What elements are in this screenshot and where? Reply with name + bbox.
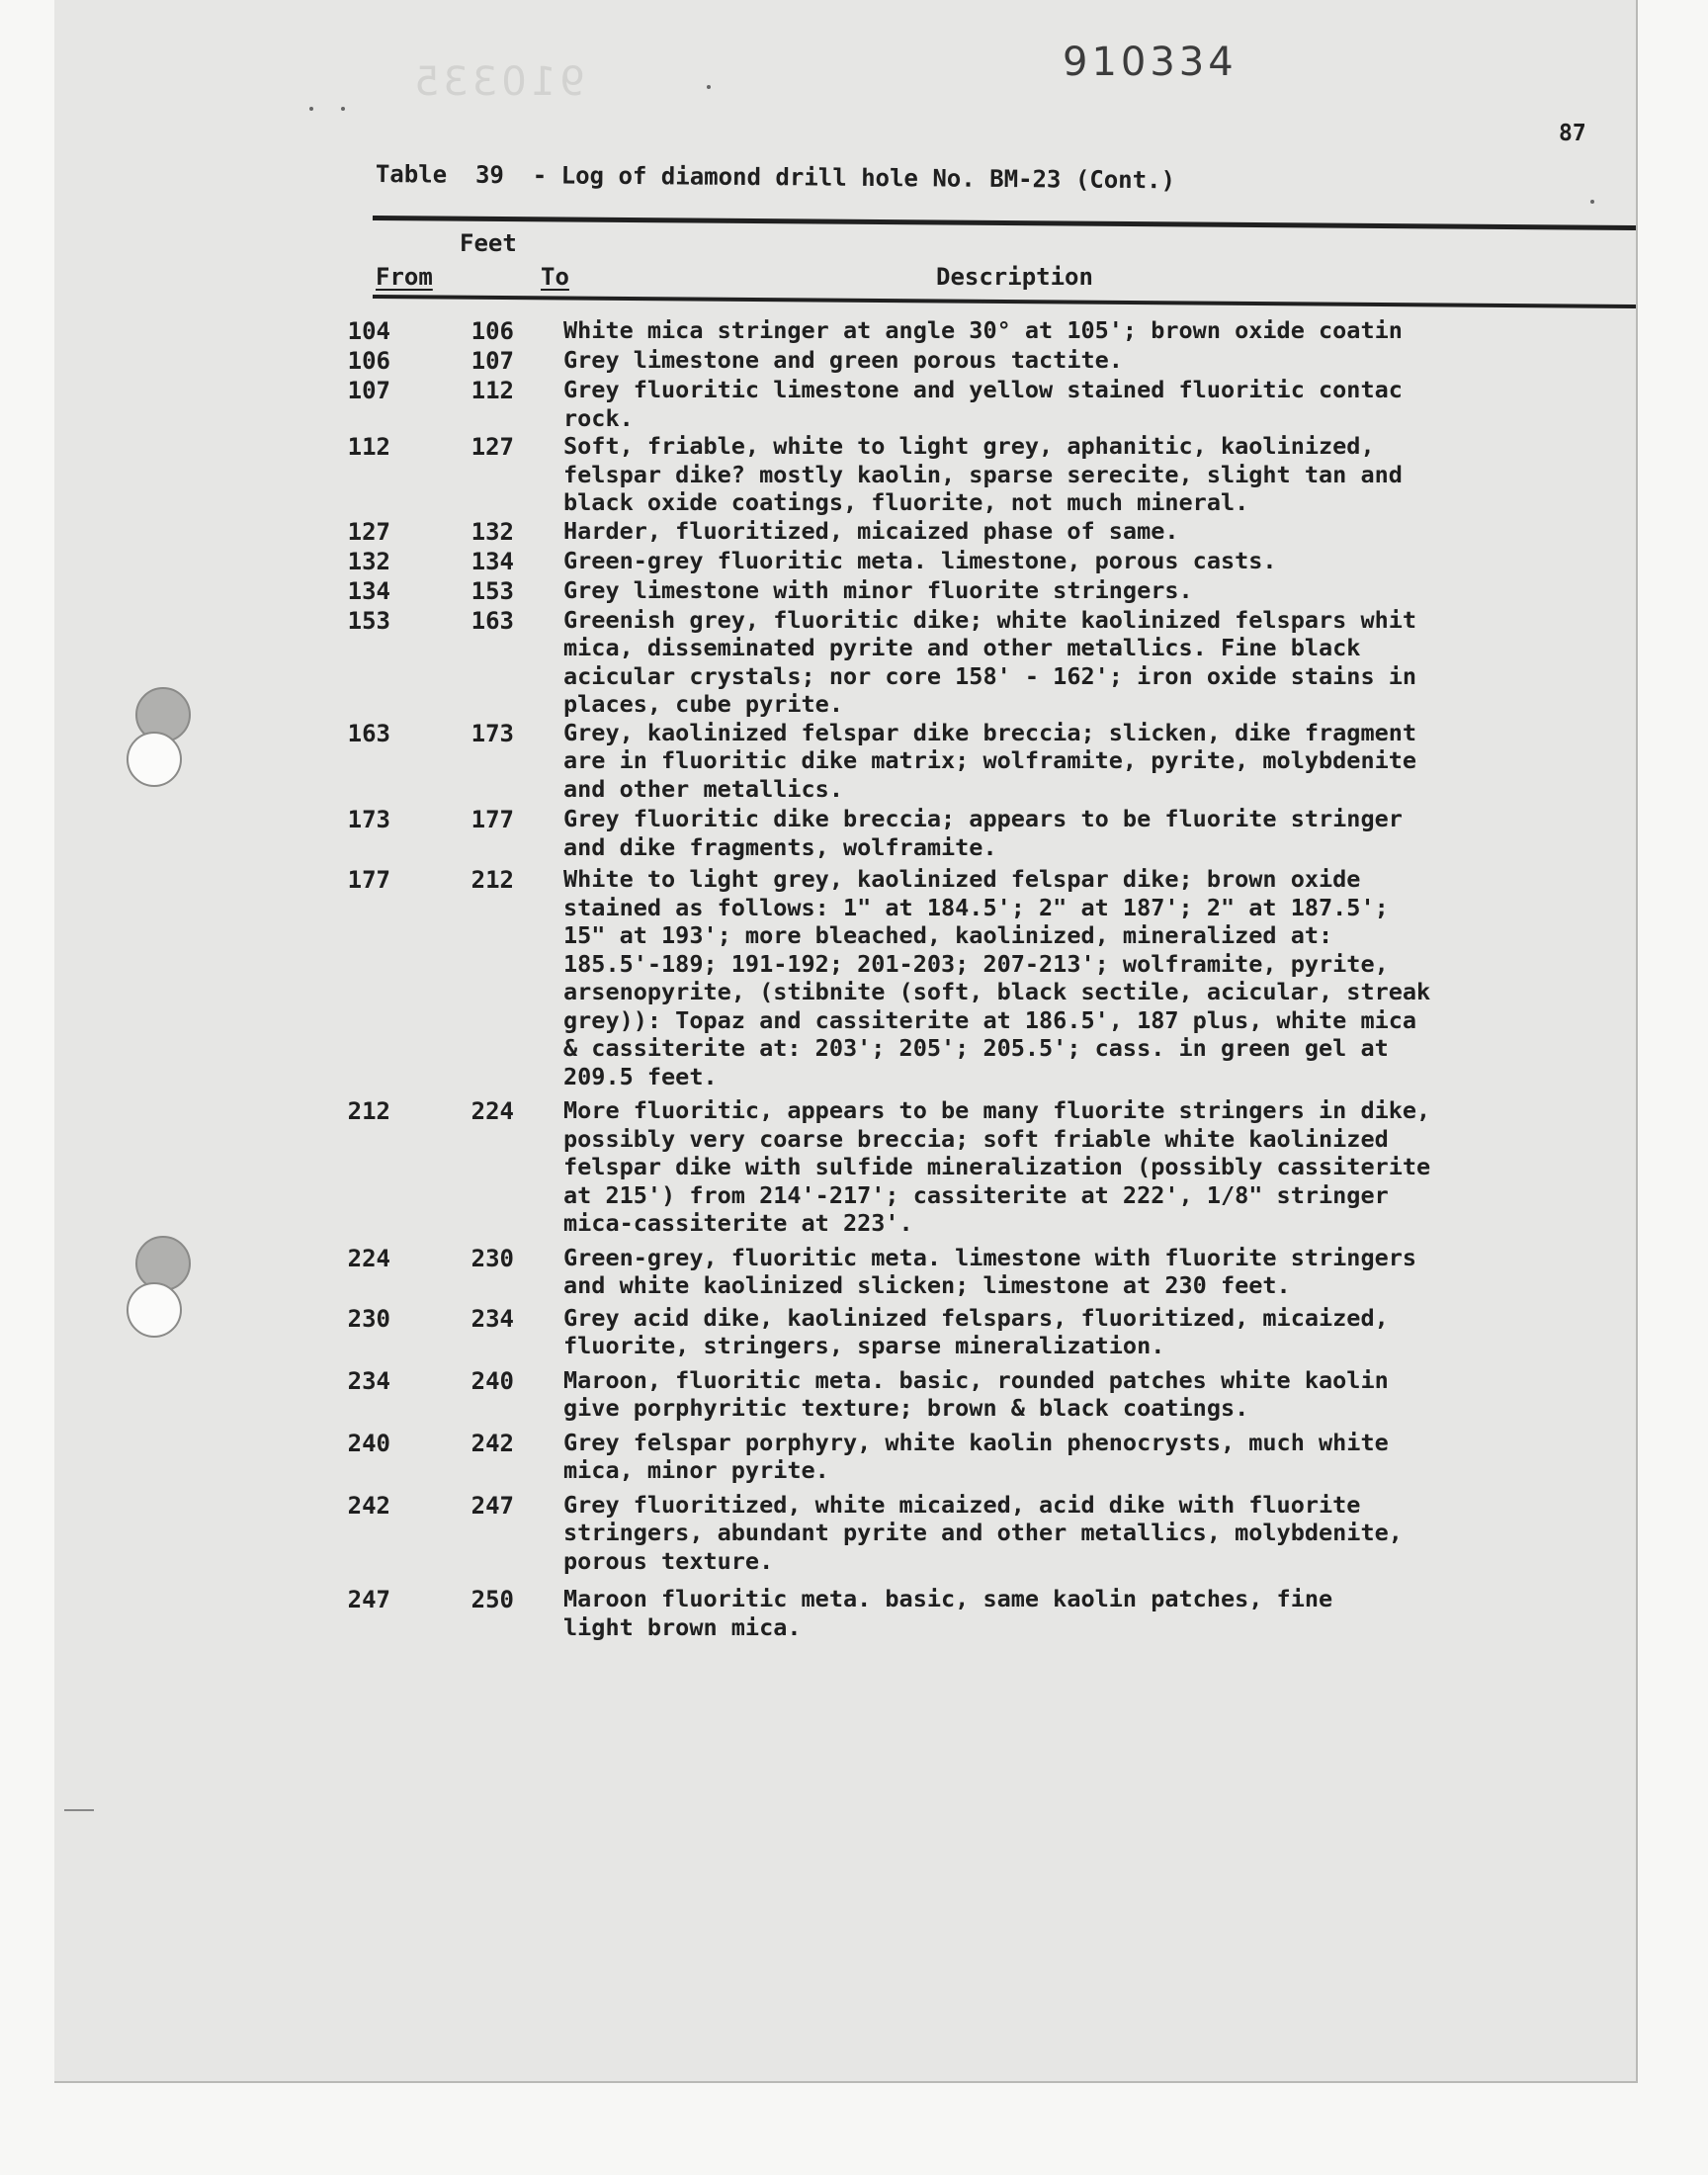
table-row (54, 1304, 1636, 1360)
description-cell (563, 805, 1601, 861)
description-line: fluorite, stringers, sparse mineralization. (563, 1332, 1165, 1359)
table-row (54, 1491, 1636, 1576)
description-line: Maroon, fluoritic meta. basic, rounded patches white kaolin (563, 1365, 1389, 1394)
table-row (54, 865, 1636, 1090)
table-row (54, 1096, 1636, 1238)
description-line: give porphyritic texture; brown & black coatings. (563, 1394, 1249, 1422)
description-line: felspar dike with sulfide mineralization (possibly cassiterite (563, 1153, 1431, 1180)
to-depth-cell: 247 (470, 1491, 514, 1520)
table-row (54, 547, 1636, 576)
description-line: 185.5'-189; 191-192; 201-203; 207-213'; wolframite, pyrite, (563, 949, 1389, 978)
from-depth-cell: 153 (347, 606, 390, 635)
description-cell (563, 1096, 1601, 1238)
table-row (54, 606, 1636, 719)
from-depth-cell: 127 (347, 517, 390, 546)
table-row (54, 517, 1636, 547)
from-depth-cell: 177 (347, 866, 390, 894)
to-depth-cell: 134 (470, 547, 514, 575)
description-line: grey)): Topaz and cassiterite at 186.5', 187 plus, white mica (563, 1005, 1417, 1034)
description-cell (563, 865, 1601, 1090)
description-cell (563, 1366, 1601, 1423)
description-line: and other metallics. (563, 774, 843, 803)
margin-mark (64, 1809, 94, 1811)
table-top-rule (373, 216, 1638, 230)
description-cell (563, 576, 1601, 605)
from-column-header: From (376, 263, 433, 291)
table-row (54, 576, 1636, 606)
to-depth-cell: 106 (470, 317, 514, 345)
to-column-header: To (541, 263, 569, 291)
speck (707, 85, 711, 89)
description-cell (563, 606, 1601, 719)
from-depth-cell: 173 (347, 806, 390, 833)
table-row (54, 1585, 1636, 1641)
description-line: White to light grey, kaolinized felspar dike; brown oxide (563, 865, 1361, 893)
description-line: Grey, kaolinized felspar dike breccia; slicken, dike fragment (563, 718, 1417, 746)
description-cell (563, 346, 1601, 375)
description-line: light brown mica. (563, 1612, 802, 1641)
punch-hole (127, 1282, 182, 1338)
description-cell (563, 376, 1601, 432)
description-cell (563, 547, 1601, 575)
feet-header: Feet (460, 229, 517, 257)
description-line: Grey acid dike, kaolinized felspars, fluoritized, micaized, (563, 1303, 1389, 1332)
description-line: Grey felspar porphyry, white kaolin phenocrysts, much white (563, 1428, 1389, 1456)
description-line: White mica stringer at angle 30° at 105'; brown oxide coatin (563, 316, 1403, 344)
from-depth-cell: 212 (347, 1097, 390, 1125)
to-depth-cell: 250 (470, 1586, 514, 1613)
description-line: mica, disseminated pyrite and other metallics. Fine black (563, 634, 1361, 661)
from-depth-cell: 107 (347, 377, 390, 404)
to-depth-cell: 112 (470, 377, 514, 404)
table-row (54, 346, 1636, 376)
from-depth-cell: 104 (347, 317, 390, 345)
description-cell (563, 316, 1601, 345)
description-cell (563, 719, 1601, 804)
to-depth-cell: 107 (470, 347, 514, 375)
description-line: stained as follows: 1" at 184.5'; 2" at 187'; 2" at 187.5'; (563, 893, 1389, 921)
description-line: Grey fluoritic limestone and yellow stained fluoritic contac (563, 376, 1403, 403)
description-line: Greenish grey, fluoritic dike; white kaolinized felspars whit (563, 605, 1417, 634)
table-row (54, 805, 1636, 861)
punch-hole (127, 732, 182, 787)
description-line: mica, minor pyrite. (563, 1456, 829, 1484)
description-line: 209.5 feet. (563, 1062, 718, 1090)
description-line: arsenopyrite, (stibnite (soft, black sectile, acicular, streak (563, 978, 1431, 1005)
speck (309, 107, 313, 111)
bleed-through-number: 910335 (410, 59, 585, 105)
table-row (54, 432, 1636, 517)
description-line: are in fluoritic dike matrix; wolframite, pyrite, molybdenite (563, 746, 1417, 774)
description-line: Grey fluoritized, white micaized, acid dike with fluorite (563, 1490, 1361, 1519)
to-depth-cell: 230 (470, 1244, 514, 1272)
page-number: 87 (1559, 121, 1586, 146)
description-line: Grey limestone with minor fluorite stringers. (563, 575, 1193, 604)
description-line: black oxide coatings, fluorite, not much mineral. (563, 488, 1249, 516)
to-depth-cell: 212 (470, 866, 514, 894)
description-cell (563, 1585, 1601, 1641)
from-depth-cell: 163 (347, 719, 390, 747)
to-depth-cell: 242 (470, 1429, 514, 1457)
from-depth-cell: 224 (347, 1244, 390, 1272)
scanned-page (54, 0, 1638, 2083)
to-depth-cell: 127 (470, 433, 514, 461)
description-line: Soft, friable, white to light grey, aphanitic, kaolinized, (563, 432, 1375, 460)
description-line: places, cube pyrite. (563, 690, 843, 718)
speck (341, 107, 345, 111)
stamp-number: 910334 (1063, 40, 1238, 85)
to-depth-cell: 163 (470, 606, 514, 635)
to-depth-cell: 234 (470, 1304, 514, 1333)
from-depth-cell: 230 (347, 1304, 390, 1333)
table-caption: Table 39 - Log of diamond drill hole No. BM-23 (Cont.) (375, 160, 1176, 195)
from-depth-cell: 132 (347, 547, 390, 575)
from-depth-cell: 106 (347, 347, 390, 375)
table-row (54, 1366, 1636, 1423)
description-line: and white kaolinized slicken; limestone at 230 feet. (563, 1271, 1291, 1299)
table-row (54, 1429, 1636, 1485)
description-cell (563, 1244, 1601, 1300)
description-cell (563, 1429, 1601, 1485)
description-line: and dike fragments, wolframite. (563, 832, 997, 861)
from-depth-cell: 134 (347, 576, 390, 605)
description-line: & cassiterite at: 203'; 205'; 205.5'; cass. in green gel at (563, 1034, 1389, 1062)
description-column-header: Description (936, 263, 1093, 291)
description-cell (563, 1491, 1601, 1576)
from-depth-cell: 112 (347, 433, 390, 461)
description-line: possibly very coarse breccia; soft friable white kaolinized (563, 1124, 1389, 1153)
from-depth-cell: 240 (347, 1429, 390, 1457)
to-depth-cell: 240 (470, 1366, 514, 1395)
from-depth-cell: 247 (347, 1586, 390, 1613)
description-line: Maroon fluoritic meta. basic, same kaolin patches, fine (563, 1585, 1333, 1612)
to-depth-cell: 224 (470, 1097, 514, 1125)
description-line: mica-cassiterite at 223'. (563, 1209, 913, 1237)
description-cell (563, 432, 1601, 517)
description-line: at 215') from 214'-217'; cassiterite at 222', 1/8" stringer (563, 1180, 1389, 1209)
from-depth-cell: 242 (347, 1491, 390, 1520)
header-bottom-rule (373, 295, 1638, 308)
table-row (54, 1244, 1636, 1300)
to-depth-cell: 173 (470, 719, 514, 747)
description-line: felspar dike? mostly kaolin, sparse serecite, slight tan and (563, 460, 1403, 488)
description-line: acicular crystals; nor core 158' - 162'; iron oxide stains in (563, 661, 1417, 690)
to-depth-cell: 153 (470, 576, 514, 605)
description-line: Harder, fluoritized, micaized phase of same. (563, 516, 1179, 545)
description-line: porous texture. (563, 1546, 774, 1575)
drill-log-table-body (54, 316, 1636, 1641)
table-row (54, 316, 1636, 346)
description-line: More fluoritic, appears to be many fluorite stringers in dike, (563, 1096, 1431, 1124)
description-cell (563, 1304, 1601, 1360)
description-line: Green-grey, fluoritic meta. limestone with fluorite stringers (563, 1243, 1417, 1271)
description-line: Green-grey fluoritic meta. limestone, porous casts. (563, 546, 1277, 574)
table-row (54, 376, 1636, 432)
description-line: Grey fluoritic dike breccia; appears to be fluorite stringer (563, 805, 1403, 832)
description-line: stringers, abundant pyrite and other metallics, molybdenite, (563, 1519, 1403, 1546)
description-line: 15" at 193'; more bleached, kaolinized, mineralized at: (563, 921, 1333, 949)
description-line: Grey limestone and green porous tactite. (563, 346, 1123, 374)
speck (1590, 200, 1594, 204)
table-row (54, 719, 1636, 804)
description-cell (563, 517, 1601, 546)
to-depth-cell: 177 (470, 806, 514, 833)
to-depth-cell: 132 (470, 517, 514, 546)
description-line: rock. (563, 403, 634, 432)
from-depth-cell: 234 (347, 1366, 390, 1395)
